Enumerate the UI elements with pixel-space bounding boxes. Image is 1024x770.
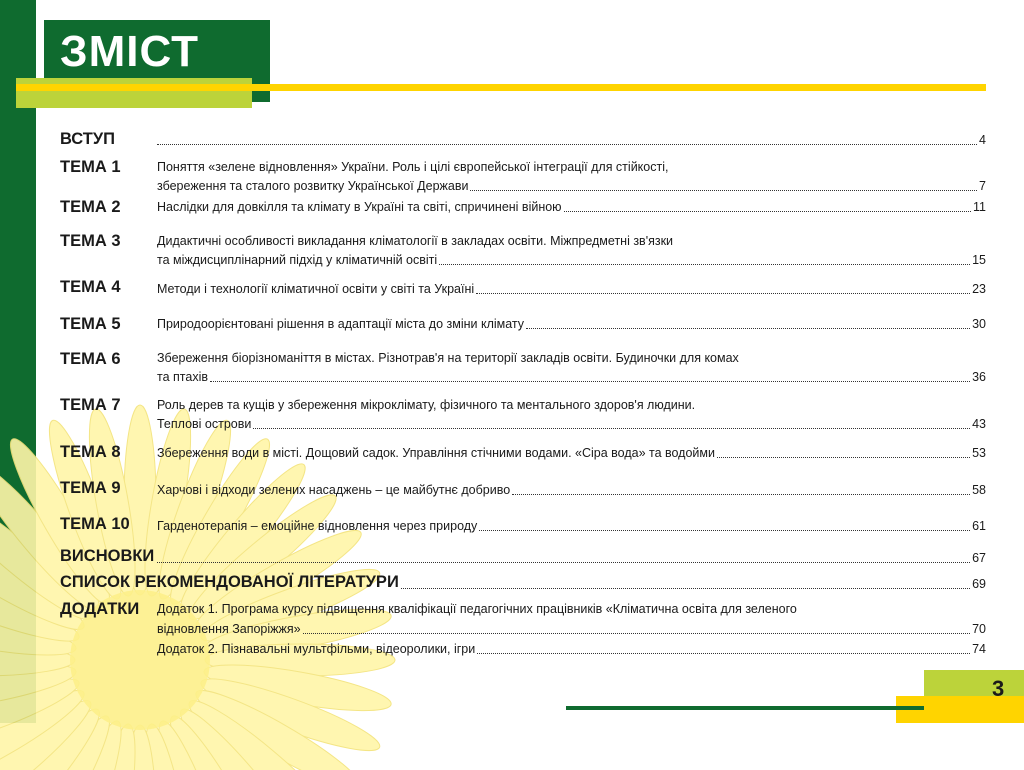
toc-label: ТЕМА 8 [60,443,121,461]
toc-label: ТЕМА 1 [60,158,121,176]
dot-leader [253,415,970,433]
toc-line-text: Роль дерев та кущів у збереження мікроклімату, фізичного та ментального здоров'я людини. [157,398,696,412]
toc-label: ВИСНОВКИ [60,547,155,565]
page-number: 3 [992,676,1005,701]
toc-line-text: Харчові і відходи зелених насаджень – це майбутнє добриво [157,483,511,497]
toc-page-number: 74 [972,642,986,656]
toc-label: ДОДАТКИ [60,600,140,618]
toc-line[interactable] [157,640,986,658]
toc-line-text: Гарденотерапія – емоційне відновлення через природу [157,519,478,533]
toc-page-number: 30 [972,317,986,331]
toc-label: ТЕМА 2 [60,198,121,216]
toc-line[interactable] [157,280,986,298]
toc-line-text: Додаток 2. Пізнавальні мультфільми, відеоролики, ігри [157,642,476,656]
bottom-green-line [566,706,924,710]
dot-leader [470,177,977,195]
dot-leader [564,198,971,216]
toc-page-number: 15 [972,253,986,267]
toc-line-text: Методи і технології кліматичної освіти у світі та Україні [157,282,475,296]
toc-page-number: 36 [972,370,986,384]
dot-leader [477,640,970,658]
toc-line-text: відновлення Запоріжжя» [157,622,301,636]
toc-label: ТЕМА 4 [60,278,121,296]
toc-line[interactable] [157,481,986,499]
toc-line[interactable] [157,232,986,250]
dot-leader [157,131,977,149]
toc-line-text: Природоорієнтовані рішення в адаптації міста до зміни клімату [157,317,525,331]
dot-leader [717,444,970,462]
toc-line-text: Додаток 1. Програма курсу підвищення кваліфікації педагогічних працівників «Кліматична освіта для зеленого [157,602,797,616]
toc-label: ТЕМА 5 [60,315,121,333]
toc-page-number: 7 [979,179,986,193]
toc-line-text: Дидактичні особливості викладання кліматології в закладах освіти. Міжпредметні зв'язки [157,234,674,248]
toc-line-text: та міждисциплінарний підхід у кліматичній освіті [157,253,438,267]
dot-leader [479,517,970,535]
toc-line[interactable] [157,315,986,333]
toc-line[interactable] [157,349,986,367]
toc-page-number: 69 [972,577,986,591]
toc-page-number: 53 [972,446,986,460]
dot-leader [210,368,970,386]
toc-line[interactable] [157,131,986,149]
toc-page-number: 4 [979,133,986,147]
toc-line-text: та птахів [157,370,208,384]
toc-label: СПИСОК РЕКОМЕНДОВАНОЇ ЛІТЕРАТУРИ [60,573,399,591]
toc-line-text: збереження та сталого розвитку Української Держави [157,179,469,193]
toc-line[interactable] [157,198,986,216]
toc-page-number: 58 [972,483,986,497]
dot-leader [439,251,970,269]
toc-line-text: Збереження біорізноманіття в містах. Різнотрав'я на території закладів освіти. Будиночки для комах [157,351,739,365]
toc-line[interactable] [157,600,986,618]
dot-leader [476,280,970,298]
toc-label: ТЕМА 6 [60,350,121,368]
toc-label: ВСТУП [60,130,115,148]
toc-page-number: 11 [973,200,986,214]
toc-label: ТЕМА 9 [60,479,121,497]
toc-line[interactable] [157,517,986,535]
toc-page-number: 67 [972,551,986,565]
dot-leader [303,620,970,638]
toc-line[interactable] [157,549,986,567]
toc-page-number: 43 [972,417,986,431]
toc-line-text: Теплові острови [157,417,252,431]
toc-line[interactable] [157,368,986,386]
toc-page-number: 23 [972,282,986,296]
toc-label: ТЕМА 10 [60,515,130,533]
toc-line[interactable] [157,251,986,269]
page-title: ЗМІСТ [60,27,199,76]
toc-line[interactable] [157,444,986,462]
toc-line-text: Поняття «зелене відновлення» України. Роль і цілі європейської інтеграції для стійкості, [157,160,669,174]
toc-page-number: 61 [972,519,986,533]
dot-leader [157,549,970,567]
toc-line[interactable] [157,415,986,433]
toc-label: ТЕМА 3 [60,232,121,250]
dot-leader [526,315,970,333]
toc-line[interactable] [157,177,986,195]
dot-leader [401,575,970,593]
toc-line-text: Наслідки для довкілля та клімату в Україні та світі, спричинені війною [157,200,562,214]
toc-line[interactable] [157,620,986,638]
toc-line[interactable] [157,575,986,593]
toc-line[interactable] [157,158,986,176]
toc-label: ТЕМА 7 [60,396,121,414]
dot-leader [512,481,970,499]
toc-line-text: Збереження води в місті. Дощовий садок. Управління стічними водами. «Сіра вода» та водойми [157,446,715,460]
toc-page-number: 70 [972,622,986,636]
toc-line[interactable] [157,396,986,414]
